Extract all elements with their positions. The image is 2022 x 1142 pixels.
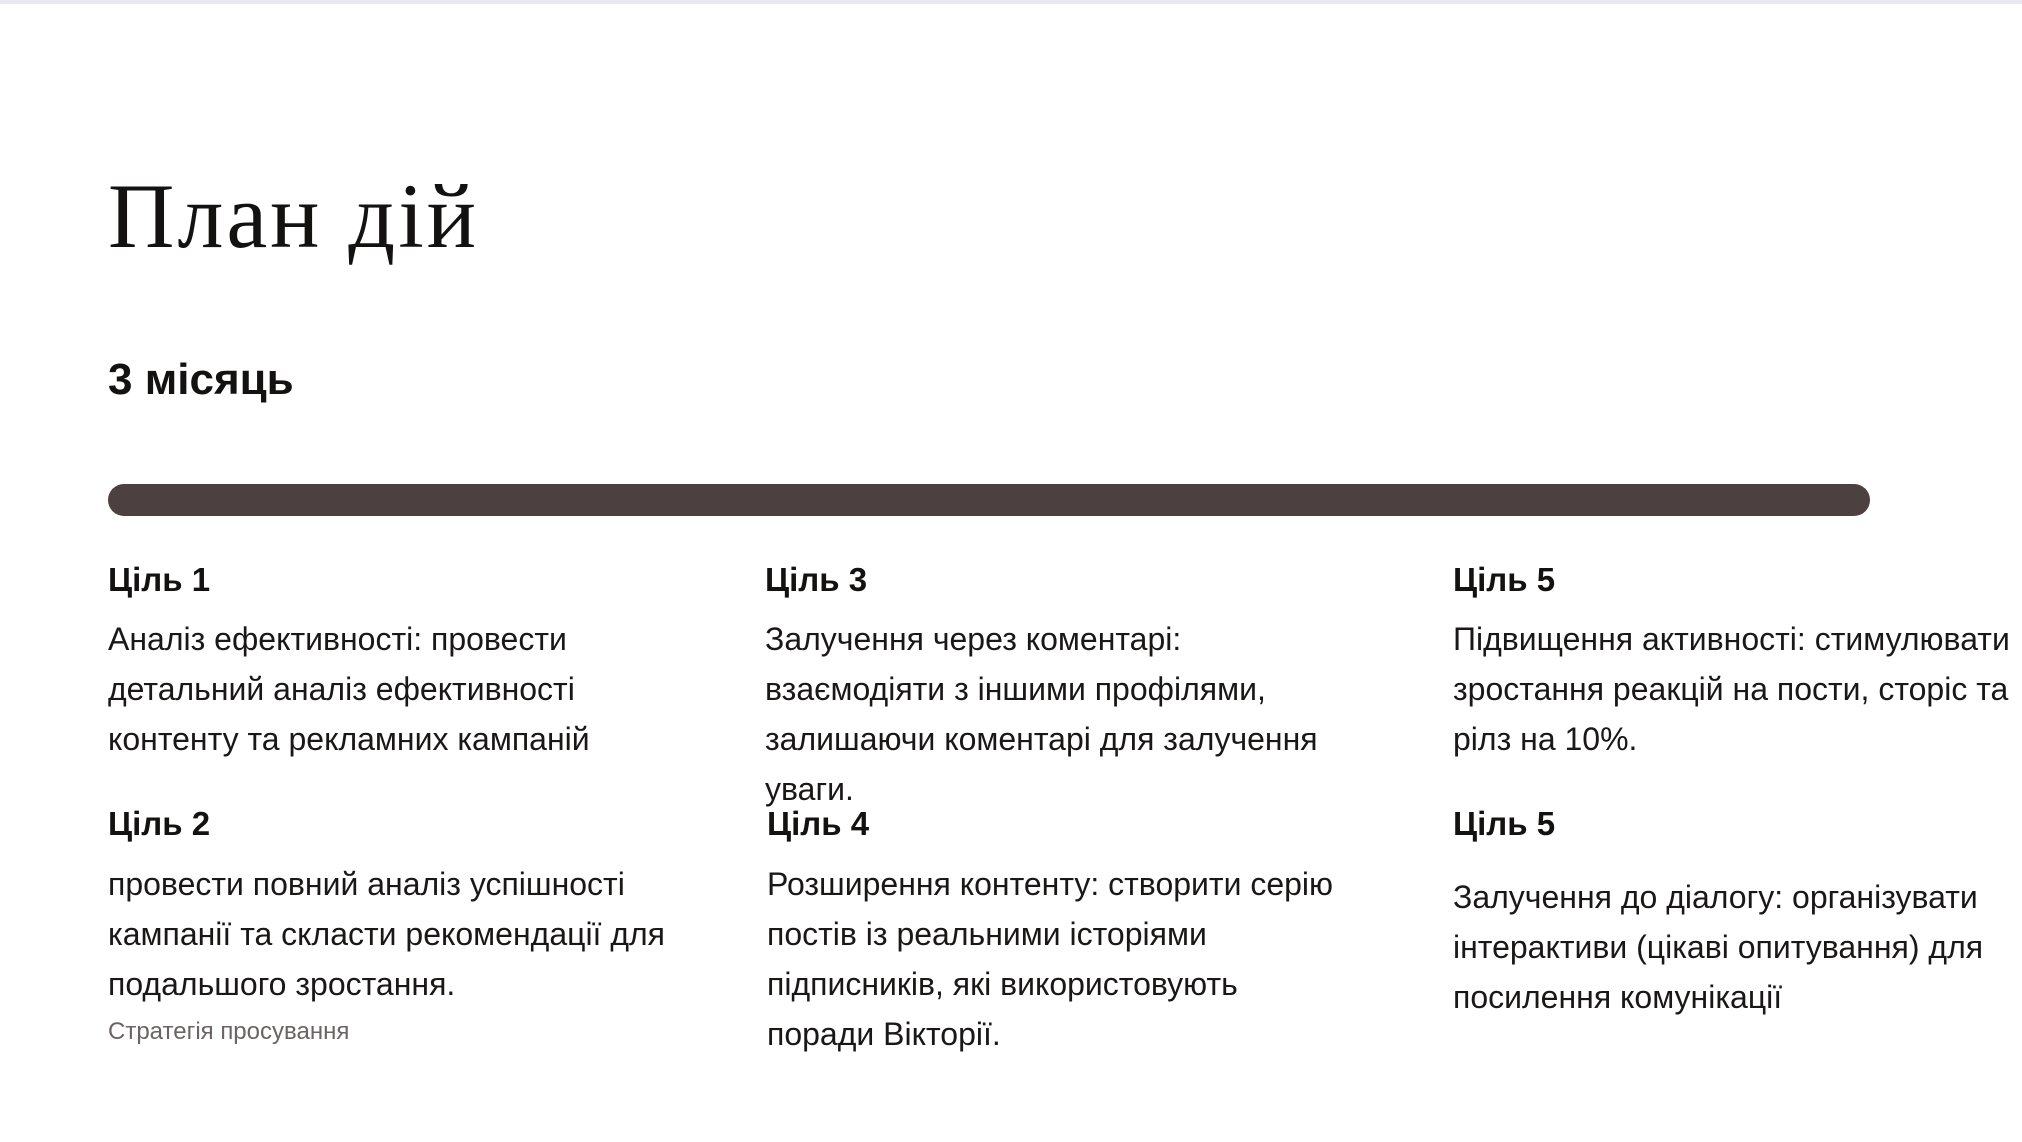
goal-5-heading: Ціль 5 <box>1453 561 1556 598</box>
goal-1-heading: Ціль 1 <box>108 561 211 598</box>
month-subtitle: 3 місяць <box>108 355 294 404</box>
top-divider <box>0 0 2022 4</box>
goal-2-text: провести повний аналіз успішності кампанії та скласти рекомендації для подальшого зростання. <box>108 866 665 1002</box>
goal-4-heading: Ціль 4 <box>767 805 870 842</box>
goal-2-heading: Ціль 2 <box>108 805 211 842</box>
goal-1-text: Аналіз ефективності: провести детальний аналіз ефективності контенту та рекламних кампаній <box>108 621 590 757</box>
goal-6-text: Залучення до діалогу: організувати інтерактиви (цікаві опитування) для посилення комунікації <box>1453 879 1984 1015</box>
slide-title: План дій <box>108 165 480 267</box>
timeline-progress-bar <box>108 484 1870 516</box>
goal-6-heading: Ціль 5 <box>1453 805 1556 842</box>
goal-5-text: Підвищення активності: стимулювати зростання реакцій на пости, сторіс та рілз на 10%. <box>1453 621 2010 757</box>
goal-3-heading: Ціль 3 <box>765 561 868 598</box>
goal-4-text: Розширення контенту: створити серію постів із реальними історіями підписників, які використовують поради Вікторії. <box>767 866 1334 1052</box>
goal-3-text: Залучення через коментарі: взаємодіяти з іншими профілями, залишаючи коментарі для залучення уваги. <box>765 621 1318 807</box>
footer-label: Стратегія просування <box>108 1018 350 1045</box>
